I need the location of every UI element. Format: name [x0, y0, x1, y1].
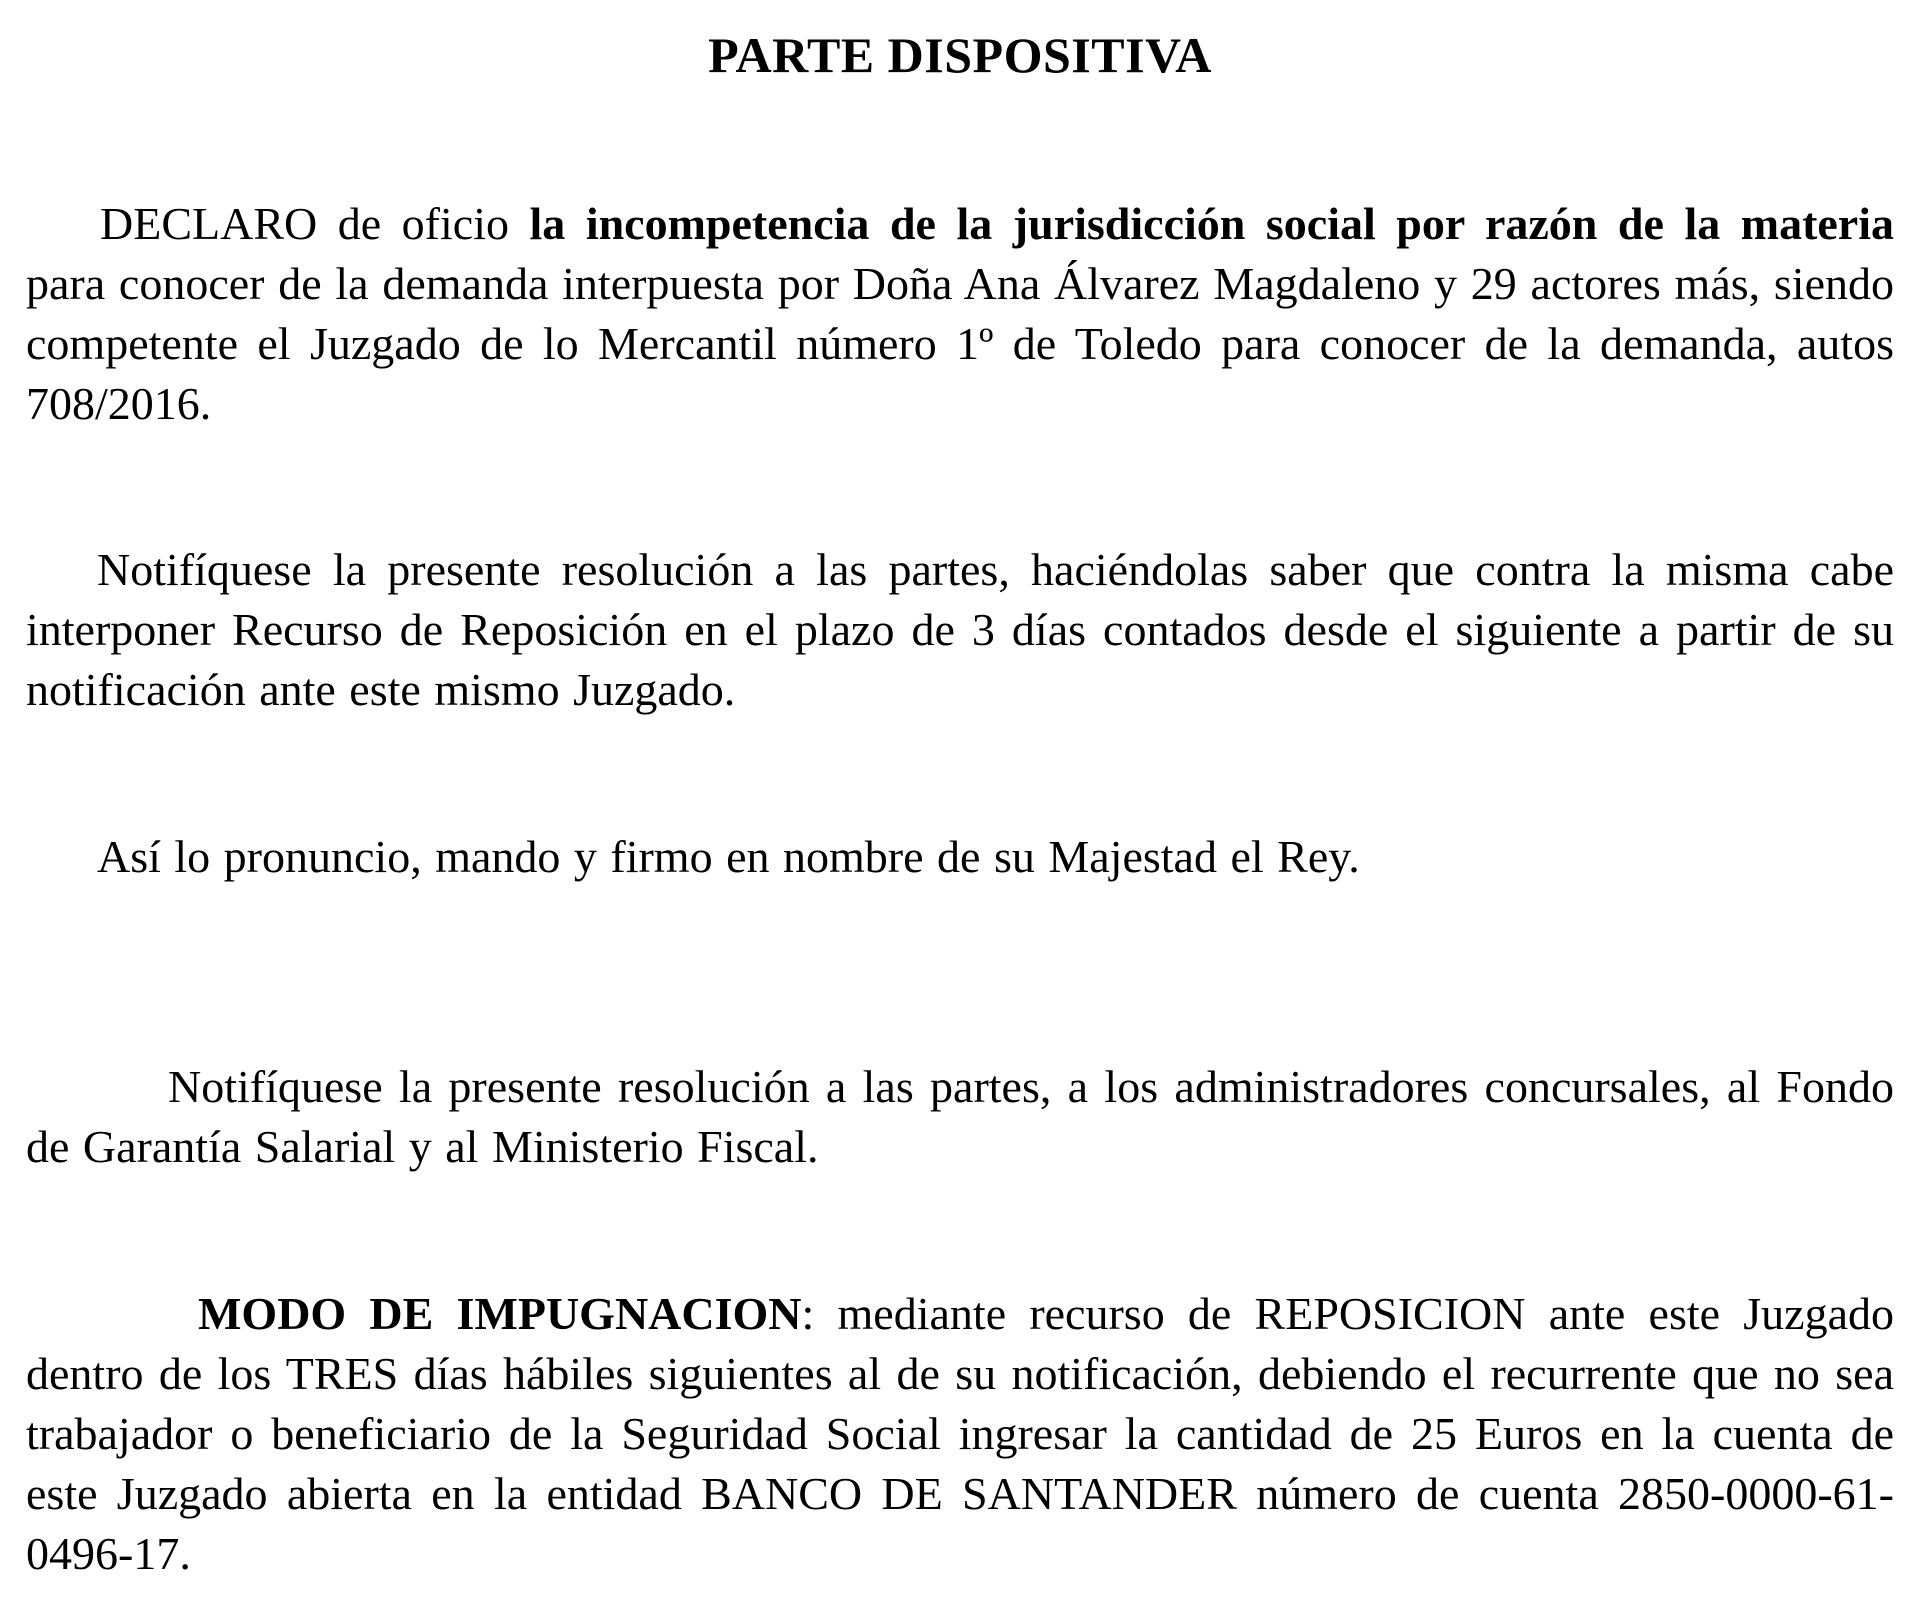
paragraph-notification-administrators	[26, 1057, 1894, 1177]
text-segment-bold: MODO DE IMPUGNACION	[198, 1288, 802, 1339]
text-segment: Notifíquese la presente resolución a las partes, haciéndolas saber que contra la misma cabe interponer Recurso de Reposición en el plazo de 3 días contados desde el siguiente a partir de su notificación ante este mismo Juzgado.	[26, 544, 1894, 715]
text-segment-bold: la incompetencia de la jurisdicción social por razón de la materia	[529, 198, 1894, 249]
paragraph-declaration	[26, 194, 1894, 434]
paragraph-pronouncement	[26, 827, 1894, 887]
text-segment: Así lo pronuncio, mando y firmo en nombre de su Majestad el Rey.	[97, 831, 1360, 882]
paragraph-notification-parties	[26, 540, 1894, 720]
document-title: PARTE DISPOSITIVA	[708, 27, 1212, 83]
text-segment: Notifíquese la presente resolución a las partes, a los administradores concursales, al Fondo de Garantía Salarial y al Ministerio Fiscal.	[26, 1061, 1894, 1172]
paragraph-appeal-method	[26, 1284, 1894, 1584]
text-segment: DECLARO de oficio	[100, 198, 530, 249]
text-segment: : mediante recurso de REPOSICION ante este Juzgado dentro de los TRES días hábiles siguientes al de su notificación, debiendo el recurrente que no sea trabajador o beneficiario de la Seguridad Social ingresar la cantidad de 25 Euros en la cuenta de este Juzgado abierta en la entidad BANCO DE SANTANDER número de cuenta 2850-0000-61-0496-17.	[26, 1288, 1894, 1579]
text-segment: para conocer de la demanda interpuesta por Doña Ana Álvarez Magdaleno y 29 actores más, siendo competente el Juzgado de lo Mercantil número 1º de Toledo para conocer de la demanda, autos 708/2016.	[26, 258, 1894, 429]
